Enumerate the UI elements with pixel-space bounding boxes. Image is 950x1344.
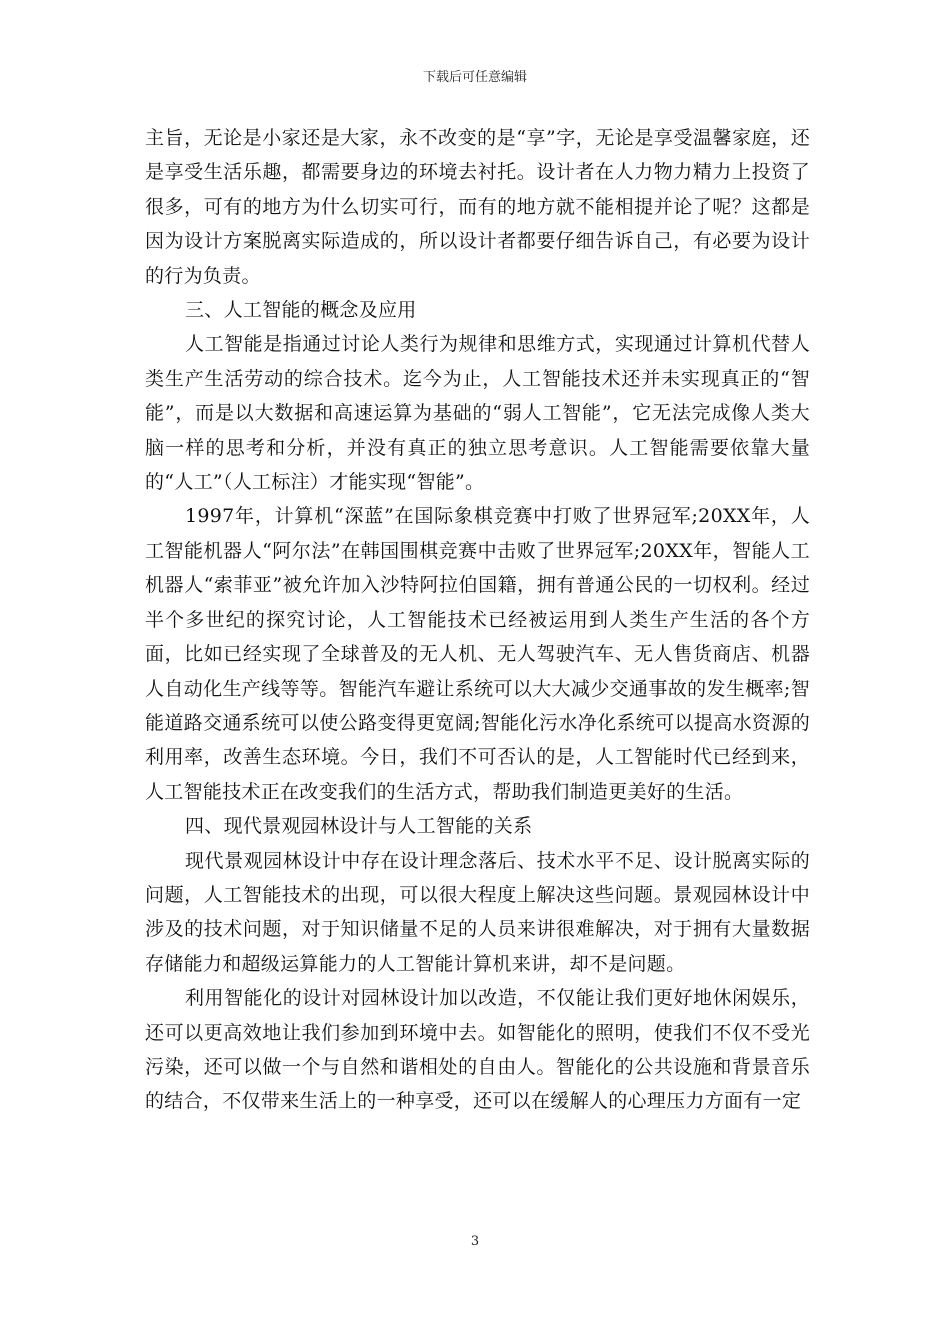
- section-heading-ai-concept: 三、人工智能的概念及应用: [185, 299, 417, 322]
- paragraph-ai-definition: 人工智能是指通过讨论人类行为规律和思维方式，实现通过计算机代替人类生产生活劳动的综合技术。迄今为止，人工智能技术还并未实现真正的“智能”，而是以大数据和高速运算为基础的“弱人工智能”，它无法完成像人类大脑一样的思考和分析，并没有真正的独立思考意识。人工智能需要依靠大量的“人工”（人工标注）才能实现“智能”。: [145, 333, 810, 494]
- paragraph-landscape-problems: 现代景观园林设计中存在设计理念落后、技术水平不足、设计脱离实际的问题，人工智能技术的出现，可以很大程度上解决这些问题。景观园林设计中涉及的技术问题，对于知识储量不足的人员来讲很难解决，对于拥有大量数据存储能力和超级运算能力的人工智能计算机来讲，却不是问题。: [145, 849, 810, 975]
- section-heading-landscape-ai: 四、现代景观园林设计与人工智能的关系: [185, 815, 533, 838]
- page-header: 下载后可任意编辑: [422, 70, 527, 85]
- document-body: [145, 121, 810, 1119]
- paragraph-smart-design: 利用智能化的设计对园林设计加以改造，不仅能让我们更好地休闲娱乐，还可以更高效地让我们参加到环境中去。如智能化的照明，使我们不仅不受光污染，还可以做一个与自然和谐相处的自由人。智能化的公共设施和背景音乐的结合，不仅带来生活上的一种享受，还可以在缓解人的心理压力方面有一定: [145, 987, 810, 1113]
- paragraph-ai-history: 1997年，计算机“深蓝”在国际象棋竞赛中打败了世界冠军;20XX年，人工智能机器人“阿尔法”在韩国围棋竞赛中击败了世界冠军;20XX年，智能人工机器人“索菲亚”被允许加入沙特阿拉伯国籍，拥有普通公民的一切权利。经过半个多世纪的探究讨论，人工智能技术已经被运用到人类生产生活的各个方面，比如已经实现了全球普及的无人机、无人驾驶汽车、无人售货商店、机器人自动化生产线等等。智能汽车避让系统可以大大减少交通事故的发生概率;智能道路交通系统可以使公路变得更宽阔;智能化污水净化系统可以提高水资源的利用率，改善生态环境。今日，我们不可否认的是，人工智能时代已经到来，人工智能技术正在改变我们的生活方式，帮助我们制造更美好的生活。: [145, 505, 810, 803]
- paragraph-continuation: 主旨，无论是小家还是大家，永不改变的是“享”字，无论是享受温馨家庭，还是享受生活乐趣，都需要身边的环境去衬托。设计者在人力物力精力上投资了很多，可有的地方为什么切实可行，而有的地方就不能相提并论了呢？这都是因为设计方案脱离实际造成的，所以设计者都要仔细告诉自己，有必要为设计的行为负责。: [145, 127, 810, 287]
- page-number: 3: [470, 1234, 480, 1249]
